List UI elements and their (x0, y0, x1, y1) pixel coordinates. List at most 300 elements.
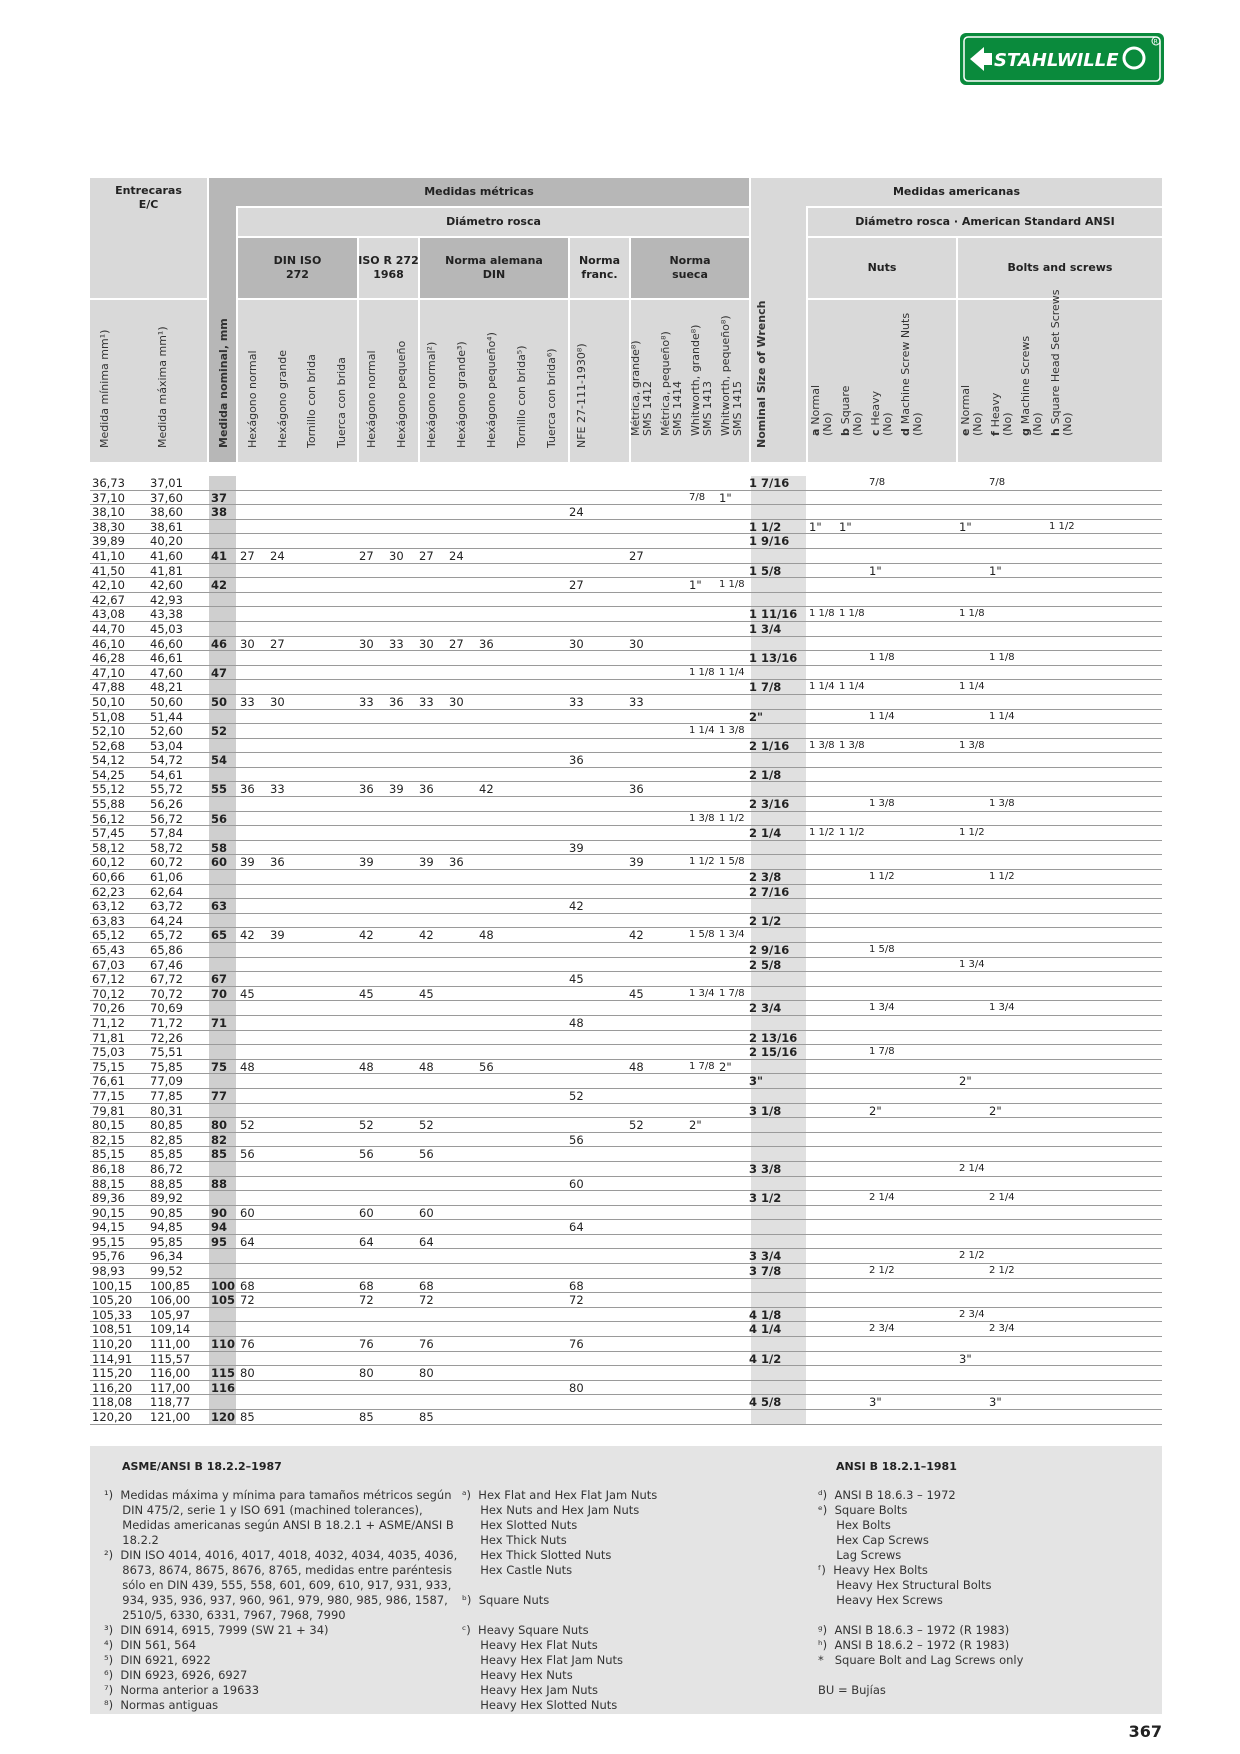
table-row (90, 637, 1162, 652)
table-row (90, 1293, 1162, 1308)
cell-col-22: 1 1/4 (869, 710, 895, 722)
cell-col-2: 63 (211, 899, 228, 914)
header-diametro-rosca: Diámetro rosca (238, 208, 749, 236)
note-line: ᵃ) Hex Flat and Hex Flat Jam Nuts (462, 1488, 658, 1502)
cell-col-0: 80,15 (92, 1118, 125, 1133)
cell-col-7: 85 (359, 1410, 374, 1424)
table-row (90, 622, 1162, 637)
cell-col-1: 42,60 (150, 578, 183, 593)
cell-col-8: 30 (389, 548, 404, 563)
cell-col-2: 82 (211, 1132, 228, 1147)
cell-col-2: 116 (211, 1380, 236, 1395)
cell-col-2: 52 (211, 724, 228, 739)
cell-col-22: 1" (869, 563, 882, 578)
cell-col-1: 75,85 (150, 1059, 183, 1074)
cell-col-2: 56 (211, 811, 228, 826)
note-line: ⁸) Normas antiguas (104, 1698, 219, 1712)
cell-col-0: 108,51 (92, 1322, 133, 1337)
cell-col-25: 2 1/4 (989, 1192, 1015, 1204)
cell-col-1: 43,38 (150, 607, 183, 622)
cell-col-17: 1 3/8 (689, 812, 715, 824)
cell-col-0: 65,43 (92, 943, 125, 957)
cell-col-1: 80,85 (150, 1118, 183, 1133)
cell-col-4: 27 (270, 636, 285, 651)
cell-col-4: 33 (270, 782, 285, 797)
cell-col-2: 94 (211, 1220, 228, 1235)
table-row (90, 928, 1162, 943)
cell-col-19: 2 3/8 (749, 870, 782, 885)
column-header-20: a Normal (No) (809, 384, 834, 436)
cell-col-0: 110,20 (92, 1337, 133, 1352)
table-row (90, 1133, 1162, 1148)
cell-col-17: 1 7/8 (689, 1060, 715, 1072)
cell-col-19: 3 1/8 (749, 1103, 782, 1118)
cell-col-0: 85,15 (92, 1147, 125, 1162)
cell-col-21: 1" (839, 519, 852, 534)
notes-title-left: ASME/ANSI B 18.2.2–1987 (122, 1460, 282, 1473)
cell-col-4: 24 (270, 548, 285, 563)
cell-col-1: 65,86 (150, 943, 183, 957)
table-row (90, 1016, 1162, 1031)
cell-col-9: 80 (419, 1366, 434, 1381)
cell-col-9: 30 (419, 636, 434, 651)
cell-col-7: 48 (359, 1059, 374, 1074)
cell-col-15: 45 (629, 986, 644, 1001)
note-line: Hex Castle Nuts (462, 1563, 573, 1577)
cell-col-0: 63,12 (92, 899, 125, 914)
cell-col-9: 48 (419, 1059, 434, 1074)
cell-col-1: 41,60 (150, 548, 183, 563)
cell-col-14: 52 (569, 1088, 584, 1103)
cell-col-2: 67 (211, 972, 228, 987)
cell-col-3: 80 (240, 1366, 255, 1381)
cell-col-17: 1 1/2 (689, 856, 715, 868)
cell-col-25: 1 3/8 (989, 798, 1015, 810)
cell-col-15: 39 (629, 855, 644, 870)
cell-col-3: 68 (240, 1278, 255, 1293)
cell-col-3: 30 (240, 636, 255, 651)
note-line: 2510/5, 6330, 6331, 7967, 7968, 7990 (104, 1608, 346, 1622)
cell-col-25: 1 1/8 (989, 652, 1015, 664)
cell-col-7: 33 (359, 694, 374, 709)
cell-col-1: 90,85 (150, 1205, 183, 1220)
cell-col-10: 30 (449, 694, 464, 709)
note-line: * Square Bolt and Lag Screws only (818, 1653, 1024, 1667)
cell-col-19: 2 3/16 (749, 797, 790, 812)
cell-col-19: 2 13/16 (749, 1030, 798, 1045)
table-row (90, 885, 1162, 900)
cell-col-1: 86,72 (150, 1161, 183, 1176)
cell-col-25: 1 1/4 (989, 710, 1015, 722)
table-row (90, 1366, 1162, 1381)
cell-col-17: 1 3/4 (689, 987, 715, 999)
cell-col-1: 70,72 (150, 986, 183, 1001)
cell-col-17: 1 5/8 (689, 929, 715, 941)
cell-col-9: 36 (419, 782, 434, 797)
table-row (90, 1381, 1162, 1396)
header-din-iso-272: DIN ISO 272 (238, 238, 357, 298)
table-row (90, 534, 1162, 549)
cell-col-19: 2" (749, 709, 763, 724)
cell-col-0: 38,10 (92, 505, 125, 520)
cell-col-9: 52 (419, 1118, 434, 1133)
cell-col-18: 1 1/8 (719, 579, 745, 591)
cell-col-20: 1 1/2 (809, 827, 835, 839)
cell-col-19: 2 3/4 (749, 1001, 782, 1016)
cell-col-22: 2 3/4 (869, 1323, 895, 1335)
cell-col-0: 95,15 (92, 1234, 125, 1249)
cell-col-25: 7/8 (989, 477, 1006, 488)
cell-col-7: 64 (359, 1234, 374, 1249)
cell-col-7: 72 (359, 1293, 374, 1308)
cell-col-1: 121,00 (150, 1410, 191, 1424)
column-header-9: Hexágono normal²) (425, 341, 438, 448)
cell-col-2: 71 (211, 1015, 228, 1030)
table-row (90, 607, 1162, 622)
column-header-0: Medida mínima mm¹) (98, 329, 111, 448)
note-line: Lag Screws (818, 1548, 902, 1562)
cell-col-14: 39 (569, 840, 584, 855)
column-header-14: NFE 27-111-1930⁸) (575, 343, 588, 448)
cell-col-1: 100,85 (150, 1278, 191, 1293)
cell-col-7: 36 (359, 782, 374, 797)
column-header-18: Whitworth, pequeño⁸) SMS 1415 (719, 315, 744, 436)
cell-col-9: 42 (419, 928, 434, 943)
cell-col-19: 2 1/8 (749, 767, 782, 782)
cell-col-1: 60,72 (150, 855, 183, 870)
column-header-25: f Heavy (No) (989, 392, 1014, 436)
cell-col-4: 36 (270, 855, 285, 870)
cell-col-25: 1" (989, 563, 1002, 578)
cell-col-3: 33 (240, 694, 255, 709)
note-line: ᶠ) Heavy Hex Bolts (818, 1563, 928, 1577)
cell-col-0: 46,10 (92, 636, 125, 651)
notes-col-3 (818, 1488, 1023, 1698)
cell-col-0: 70,12 (92, 986, 125, 1001)
cell-col-1: 65,72 (150, 928, 183, 943)
note-line: 8673, 8674, 8675, 8676, 8765, medidas entre paréntesis (104, 1563, 452, 1577)
cell-col-22: 1 1/2 (869, 871, 895, 883)
cell-col-9: 33 (419, 694, 434, 709)
note-line: ᵉ) Square Bolts (818, 1503, 908, 1517)
cell-col-19: 3 7/8 (749, 1264, 782, 1279)
note-line: ⁶) DIN 6923, 6926, 6927 (104, 1668, 248, 1682)
cell-col-9: 85 (419, 1410, 434, 1424)
cell-col-9: 76 (419, 1337, 434, 1352)
data-table (90, 476, 1162, 1425)
cell-col-3: 48 (240, 1059, 255, 1074)
cell-col-0: 88,15 (92, 1176, 125, 1191)
cell-col-2: 60 (211, 855, 228, 870)
cell-col-9: 27 (419, 548, 434, 563)
cell-col-0: 42,67 (92, 592, 125, 607)
cell-col-0: 79,81 (92, 1103, 125, 1118)
cell-col-1: 77,09 (150, 1074, 183, 1089)
cell-col-9: 45 (419, 986, 434, 1001)
cell-col-0: 116,20 (92, 1380, 133, 1395)
cell-col-1: 94,85 (150, 1220, 183, 1235)
cell-col-0: 36,73 (92, 476, 125, 490)
cell-col-1: 41,81 (150, 563, 183, 578)
cell-col-3: 60 (240, 1205, 255, 1220)
cell-col-22: 2" (869, 1103, 882, 1118)
cell-col-2: 38 (211, 505, 228, 520)
cell-col-2: 37 (211, 490, 228, 505)
cell-col-0: 118,08 (92, 1395, 133, 1410)
cell-col-15: 42 (629, 928, 644, 943)
table-row (90, 520, 1162, 535)
cell-col-2: 50 (211, 694, 228, 709)
cell-col-0: 120,20 (92, 1410, 133, 1424)
cell-col-0: 51,08 (92, 709, 125, 724)
cell-col-1: 75,51 (150, 1045, 183, 1060)
cell-col-0: 63,83 (92, 913, 125, 928)
cell-col-3: 76 (240, 1337, 255, 1352)
table-row (90, 1045, 1162, 1060)
cell-col-2: 65 (211, 928, 228, 943)
cell-col-2: 46 (211, 636, 228, 651)
column-header-1: Medida máxima mm¹) (156, 326, 169, 448)
cell-col-0: 75,15 (92, 1059, 125, 1074)
note-line: Heavy Hex Flat Nuts (462, 1638, 598, 1652)
cell-col-1: 48,21 (150, 680, 183, 695)
cell-col-2: 42 (211, 578, 228, 593)
cell-col-1: 72,26 (150, 1030, 183, 1045)
cell-col-19: 1 5/8 (749, 563, 782, 578)
cell-col-1: 37,01 (150, 476, 183, 490)
cell-col-14: 76 (569, 1337, 584, 1352)
cell-col-2: 120 (211, 1410, 236, 1424)
cell-col-15: 48 (629, 1059, 644, 1074)
cell-col-1: 45,03 (150, 621, 183, 636)
header-bolts-screws: Bolts and screws (958, 238, 1162, 298)
note-line (462, 1608, 657, 1623)
cell-col-25: 1 1/2 (989, 871, 1015, 883)
table-row (90, 753, 1162, 768)
cell-col-1: 42,93 (150, 592, 183, 607)
note-line: ¹) Medidas máxima y mínima para tamaños métricos según (104, 1488, 452, 1502)
cell-col-4: 30 (270, 694, 285, 709)
table-row (90, 958, 1162, 973)
cell-col-24: 1 1/4 (959, 681, 985, 693)
cell-col-10: 24 (449, 548, 464, 563)
cell-col-7: 42 (359, 928, 374, 943)
cell-col-1: 67,46 (150, 957, 183, 972)
cell-col-0: 46,28 (92, 651, 125, 666)
cell-col-14: 42 (569, 899, 584, 914)
table-row (90, 666, 1162, 681)
cell-col-3: 56 (240, 1147, 255, 1162)
table-row (90, 680, 1162, 695)
cell-col-1: 71,72 (150, 1015, 183, 1030)
note-line: ᵍ) ANSI B 18.6.3 – 1972 (R 1983) (818, 1623, 1010, 1637)
note-line: ⁴) DIN 561, 564 (104, 1638, 197, 1652)
cell-col-0: 94,15 (92, 1220, 125, 1235)
cell-col-24: 2 1/2 (959, 1250, 985, 1262)
table-row (90, 870, 1162, 885)
cell-col-0: 41,50 (92, 563, 125, 578)
table-row (90, 812, 1162, 827)
cell-col-7: 27 (359, 548, 374, 563)
table-row (90, 1001, 1162, 1016)
column-header-3: Hexágono normal (246, 350, 259, 448)
header-norma-franc: Norma franc. (570, 238, 629, 298)
cell-col-19: 2 9/16 (749, 943, 790, 957)
cell-col-2: 47 (211, 665, 228, 680)
table-row (90, 914, 1162, 929)
note-line: Heavy Hex Nuts (462, 1668, 573, 1682)
table-row (90, 1089, 1162, 1104)
table-row (90, 564, 1162, 579)
note-line: Heavy Hex Screws (818, 1593, 943, 1607)
note-line: Hex Cap Screws (818, 1533, 929, 1547)
cell-col-24: 3" (959, 1351, 972, 1366)
cell-col-1: 111,00 (150, 1337, 191, 1352)
cell-col-7: 30 (359, 636, 374, 651)
cell-col-19: 2 7/16 (749, 884, 790, 899)
cell-col-1: 55,72 (150, 782, 183, 797)
cell-col-19: 3" (749, 1074, 763, 1089)
stahlwille-logo (960, 33, 1164, 85)
cell-col-22: 1 1/8 (869, 652, 895, 664)
cell-col-14: 45 (569, 972, 584, 987)
cell-col-3: 64 (240, 1234, 255, 1249)
cell-col-1: 58,72 (150, 840, 183, 855)
cell-col-15: 27 (629, 548, 644, 563)
cell-col-14: 68 (569, 1278, 584, 1293)
cell-col-19: 1 9/16 (749, 534, 790, 549)
cell-col-0: 75,03 (92, 1045, 125, 1060)
column-header-23: d Machine Screw Nuts (No) (899, 312, 924, 436)
cell-col-3: 52 (240, 1118, 255, 1133)
cell-col-7: 80 (359, 1366, 374, 1381)
cell-col-2: 75 (211, 1059, 228, 1074)
column-header-26: g Machine Screws (No) (1019, 335, 1044, 436)
note-line: DIN 475/2, serie 1 y ISO 691 (machined tolerances), (104, 1503, 423, 1517)
cell-col-1: 62,64 (150, 884, 183, 899)
cell-col-24: 1 1/8 (959, 608, 985, 620)
header-norma-alemana: Norma alemana DIN (420, 238, 568, 298)
column-header-13: Tuerca con brida⁶) (545, 348, 558, 448)
column-header-10: Hexágono grande³) (455, 341, 468, 448)
cell-col-19: 4 1/4 (749, 1322, 782, 1337)
table-row (90, 987, 1162, 1002)
cell-col-0: 47,88 (92, 680, 125, 695)
note-line: Medidas americanas según ANSI B 18.2.1 + ASME/ANSI B (104, 1518, 454, 1532)
table-row (90, 1352, 1162, 1367)
cell-col-1: 118,77 (150, 1395, 191, 1410)
cell-col-11: 36 (479, 636, 494, 651)
cell-col-1: 47,60 (150, 665, 183, 680)
cell-col-11: 56 (479, 1059, 494, 1074)
cell-col-19: 3 3/8 (749, 1161, 782, 1176)
cell-col-20: 1 1/4 (809, 681, 835, 693)
cell-col-1: 56,72 (150, 811, 183, 826)
column-header-19: Nominal Size of Wrench (755, 300, 768, 448)
footnotes-panel (90, 1446, 1162, 1714)
cell-col-17: 1 1/4 (689, 725, 715, 737)
cell-col-1: 85,85 (150, 1147, 183, 1162)
cell-col-1: 38,60 (150, 505, 183, 520)
table-row (90, 1322, 1162, 1337)
table-row (90, 578, 1162, 593)
cell-col-0: 105,20 (92, 1293, 133, 1308)
cell-col-0: 98,93 (92, 1264, 125, 1279)
note-line: ᵇ) Square Nuts (462, 1593, 550, 1607)
table-row (90, 1235, 1162, 1250)
header-norma-sueca: Norma sueca (631, 238, 749, 298)
cell-col-2: 70 (211, 986, 228, 1001)
cell-col-14: 80 (569, 1380, 584, 1395)
cell-col-7: 60 (359, 1205, 374, 1220)
cell-col-1: 46,60 (150, 636, 183, 651)
cell-col-9: 39 (419, 855, 434, 870)
table-row (90, 549, 1162, 564)
cell-col-1: 115,57 (150, 1351, 191, 1366)
cell-col-19: 4 5/8 (749, 1395, 782, 1410)
cell-col-2: 88 (211, 1176, 228, 1191)
table-row (90, 1147, 1162, 1162)
header-nuts: Nuts (808, 238, 956, 298)
column-header-16: Métrica, pequeño⁸) SMS 1414 (659, 331, 684, 436)
cell-col-10: 36 (449, 855, 464, 870)
note-line (818, 1668, 1023, 1683)
cell-col-0: 70,26 (92, 1001, 125, 1016)
cell-col-2: 90 (211, 1205, 228, 1220)
column-header-21: b Square (No) (839, 385, 864, 436)
cell-col-18: 1 3/8 (719, 725, 745, 737)
table-row (90, 1410, 1162, 1425)
cell-col-15: 52 (629, 1118, 644, 1133)
cell-col-25: 3" (989, 1395, 1002, 1410)
table-row (90, 724, 1162, 739)
cell-col-22: 2 1/2 (869, 1265, 895, 1277)
cell-col-2: 105 (211, 1293, 236, 1308)
note-line: Hex Slotted Nuts (462, 1518, 578, 1532)
page-number: 367 (1128, 1722, 1162, 1741)
cell-col-14: 64 (569, 1220, 584, 1235)
cell-col-0: 54,25 (92, 767, 125, 782)
note-line: Hex Bolts (818, 1518, 891, 1532)
cell-col-20: 1 3/8 (809, 739, 835, 751)
cell-col-0: 50,10 (92, 694, 125, 709)
table-row (90, 505, 1162, 520)
header-medidas-metricas: Medidas métricas (209, 178, 749, 206)
cell-col-22: 1 3/4 (869, 1002, 895, 1014)
cell-col-0: 55,12 (92, 782, 125, 797)
cell-col-14: 24 (569, 505, 584, 520)
cell-col-15: 30 (629, 636, 644, 651)
cell-col-24: 2 3/4 (959, 1308, 985, 1320)
cell-col-0: 82,15 (92, 1132, 125, 1147)
cell-col-0: 43,08 (92, 607, 125, 622)
cell-col-2: 77 (211, 1088, 228, 1103)
cell-col-1: 80,31 (150, 1103, 183, 1118)
cell-col-1: 54,61 (150, 767, 183, 782)
cell-col-24: 2" (959, 1074, 972, 1089)
cell-col-0: 56,12 (92, 811, 125, 826)
table-row (90, 797, 1162, 812)
cell-col-19: 1 7/16 (749, 476, 790, 490)
cell-col-0: 71,81 (92, 1030, 125, 1045)
table-row (90, 1060, 1162, 1075)
header-entrecaras: Entrecaras E/C (90, 178, 207, 298)
cell-col-2: 58 (211, 840, 228, 855)
cell-col-0: 54,12 (92, 753, 125, 768)
cell-col-19: 2 15/16 (749, 1045, 798, 1060)
cell-col-1: 56,26 (150, 797, 183, 812)
cell-col-18: 1 7/8 (719, 987, 745, 999)
